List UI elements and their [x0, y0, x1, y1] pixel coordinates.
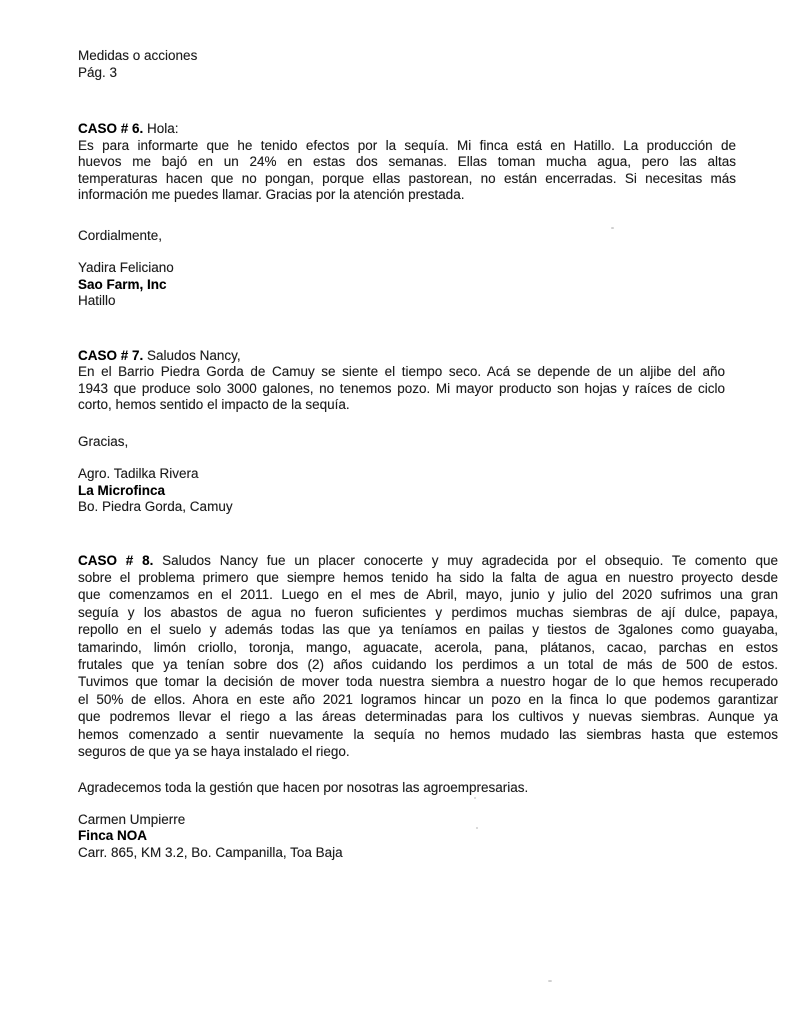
case-7-label: CASO # 7.: [78, 347, 144, 363]
scan-speck: [476, 827, 478, 829]
scan-speck: [548, 980, 552, 982]
case-8-greeting: Saludos Nancy fue un placer conocerte y muy agradecida por el obsequio. Te comento que: [153, 552, 779, 568]
case-8-section: [78, 552, 778, 761]
scan-speck: [474, 797, 476, 799]
case-8-body-line: seguía y los abastos de agua no fueron suficientes y perdimos muchas siembras de ají dulce, papaya,: [78, 604, 778, 620]
case-8-label: CASO # 8.: [78, 552, 154, 568]
case-8-body-line: [78, 552, 778, 569]
case-6-body-line: temperaturas hacen que no pongan, porque ellas pastorean, no están encerradas. Si necesitas más: [78, 170, 736, 186]
case-8-body-line: repollo en el suelo y además todas las que ya teníamos en pailas y tiestos de 3galones como guayaba,: [78, 622, 778, 638]
case-6-closing: Cordialmente,: [78, 227, 163, 243]
case-7-body-line: En el Barrio Piedra Gorda de Camuy se siente el tiempo seco. Acá se depende de un aljibe del año: [78, 364, 725, 379]
case-8-body-line: seguros de que ya se haya instalado el riego.: [78, 743, 350, 759]
farm-location: Bo. Piedra Gorda, Camuy: [78, 499, 233, 514]
case-8-body-line: que podremos llevar el riego a las áreas determinadas para los cultivos y nuevas siembras. Aunque ya: [78, 709, 778, 725]
case-8-body-line: sobre el problema primero que siempre hemos tenido ha sido la falta de agua en nuestro proyecto desde: [78, 569, 778, 585]
page-header: [78, 48, 788, 81]
farm-name: Sao Farm, Inc: [78, 276, 167, 292]
case-8-body-line: frutales que ya tenían sobre dos (2) años cuidando los perdimos a un total de más de 500 de estos.: [78, 656, 778, 672]
case-6-greeting: Hola:: [143, 121, 179, 136]
case-7-heading: [78, 348, 725, 365]
case-6-signature: [78, 260, 788, 310]
case-6-section: [78, 121, 736, 204]
case-7-greeting: Saludos Nancy,: [143, 347, 241, 363]
case-8-body-line: que comenzamos en el 2011. Luego en el mes de Abril, mayo, junio y julio del 2020 sufrimos una gran: [78, 587, 778, 603]
header-title: Medidas o acciones: [78, 48, 198, 63]
farm-location: Carr. 865, KM 3.2, Bo. Campanilla, Toa Baja: [78, 844, 343, 860]
case-6-body-line: información me puedes llamar. Gracias por la atención prestada.: [78, 187, 465, 202]
case-7-signature: [78, 466, 788, 516]
case-7-section: [78, 348, 725, 414]
case-6-label: CASO # 6.: [78, 121, 144, 136]
farm-name: La Microfinca: [78, 482, 166, 498]
case-7-closing: Gracias,: [78, 433, 129, 449]
case-6-body-line: huevos me bajó en un 24% en estas dos semanas. Ellas toman mucha agua, pero las altas: [78, 154, 736, 169]
case-7-body-line: corto, hemos sentido el impacto de la sequía.: [78, 397, 350, 412]
case-7-body-line: 1943 que produce solo 3000 galones, no tenemos pozo. Mi mayor producto son hojas y raíces de ciclo: [78, 380, 725, 396]
case-8-signature: [78, 812, 788, 862]
farm-location: Hatillo: [78, 293, 116, 308]
case-8-body-line: hemos comenzado a sentir nuevamente la sequía no hemos mudado las siembras hasta que estemos: [78, 726, 778, 742]
case-8-body-line: tamarindo, limón criollo, toronja, mango, aguacate, acerola, pana, plátanos, cacao, parchas en estos: [78, 639, 778, 655]
case-8-body-line: el 50% de ellos. Ahora en este año 2021 logramos hincar un pozo en la finca lo que podemos garantizar: [78, 691, 778, 707]
case-8-closing: Agradecemos toda la gestión que hacen por nosotras las agroempresarias.: [78, 780, 529, 796]
page-number: Pág. 3: [78, 64, 118, 80]
farm-name: Finca NOA: [78, 828, 148, 844]
case-6-body-line: Es para informarte que he tenido efectos por la sequía. Mi finca está en Hatillo. La producción de: [78, 137, 736, 153]
signatory-name: Agro. Tadilka Rivera: [78, 466, 199, 481]
case-8-body-line: Tuvimos que tomar la decisión de mover toda nuestra siembra a nuestro hogar de lo que hemos recuperado: [78, 674, 778, 690]
signatory-name: Yadira Feliciano: [78, 260, 174, 275]
scan-speck: [611, 227, 614, 229]
case-6-heading: [78, 121, 736, 138]
signatory-name: Carmen Umpierre: [78, 811, 186, 827]
